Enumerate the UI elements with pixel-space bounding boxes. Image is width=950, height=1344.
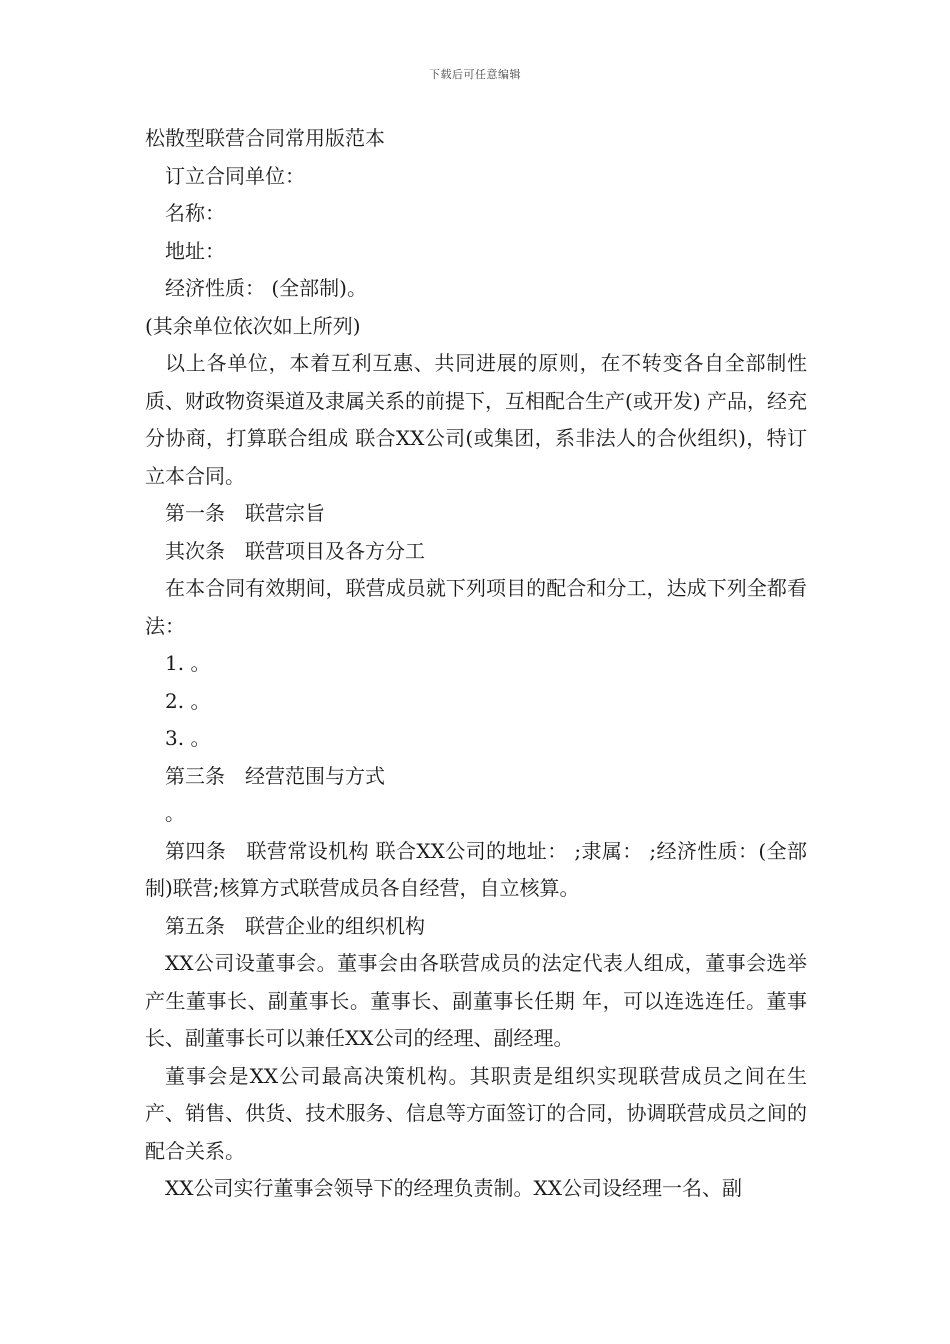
paragraph: XX公司设董事会。董事会由各联营成员的法定代表人组成，董事会选举产生董事长、副董事长。董事长、副董事长任期 年，可以连选连任。董事长、副董事长可以兼任XX公司的经理、副经理。 [145,951,807,1050]
document-title: 松散型联营合同常用版范本 [145,126,385,150]
paragraph: XX公司实行董事会领导下的经理负责制。XX公司设经理一名、副 [165,1176,742,1200]
paragraph: 。 [165,801,185,825]
list-item: 1. 。 [165,651,211,675]
paragraph: 地址： [165,238,225,263]
paragraph: 订立合同单位： [165,163,305,188]
article-heading: 其次条 联营项目及各方分工 [165,538,425,563]
paragraph: 董事会是XX公司最高决策机构。其职责是组织实现联营成员之间在生产、销售、供货、技术服务、信息等方面签订的合同，协调联营成员之间的配合关系。 [145,1063,807,1163]
list-item: 2. 。 [165,688,211,713]
paragraph: 以上各单位，本着互利互惠、共同进展的原则，在不转变各自全部制性质、财政物资渠道及隶属关系的前提下，互相配合生产(或开发) 产品，经充分协商，打算联合组成 联合XX公司(或集团，系非法人的合伙组织)，特订立本合同。 [145,351,807,488]
paragraph: (其余单位依次如上所列) [145,313,361,338]
paragraph: 在本合同有效期间，联营成员就下列项目的配合和分工，达成下列全都看法： [145,576,807,638]
page-header-note: 下载后可任意编辑 [429,68,521,81]
paragraph: 名称： [165,201,225,225]
article-heading: 第一条 联营宗旨 [165,501,325,525]
document-body [145,120,807,1208]
article-heading: 第三条 经营范围与方式 [165,763,385,788]
paragraph: 经济性质： (全部制)。 [165,276,367,300]
article-heading: 第五条 联营企业的组织机构 [165,913,425,938]
list-item: 3. 。 [165,726,211,750]
paragraph: 第四条 联营常设机构 联合XX公司的地址： ;隶属： ;经济性质：(全部制)联营;核算方式联营成员各自经营，自立核算。 [145,838,807,900]
